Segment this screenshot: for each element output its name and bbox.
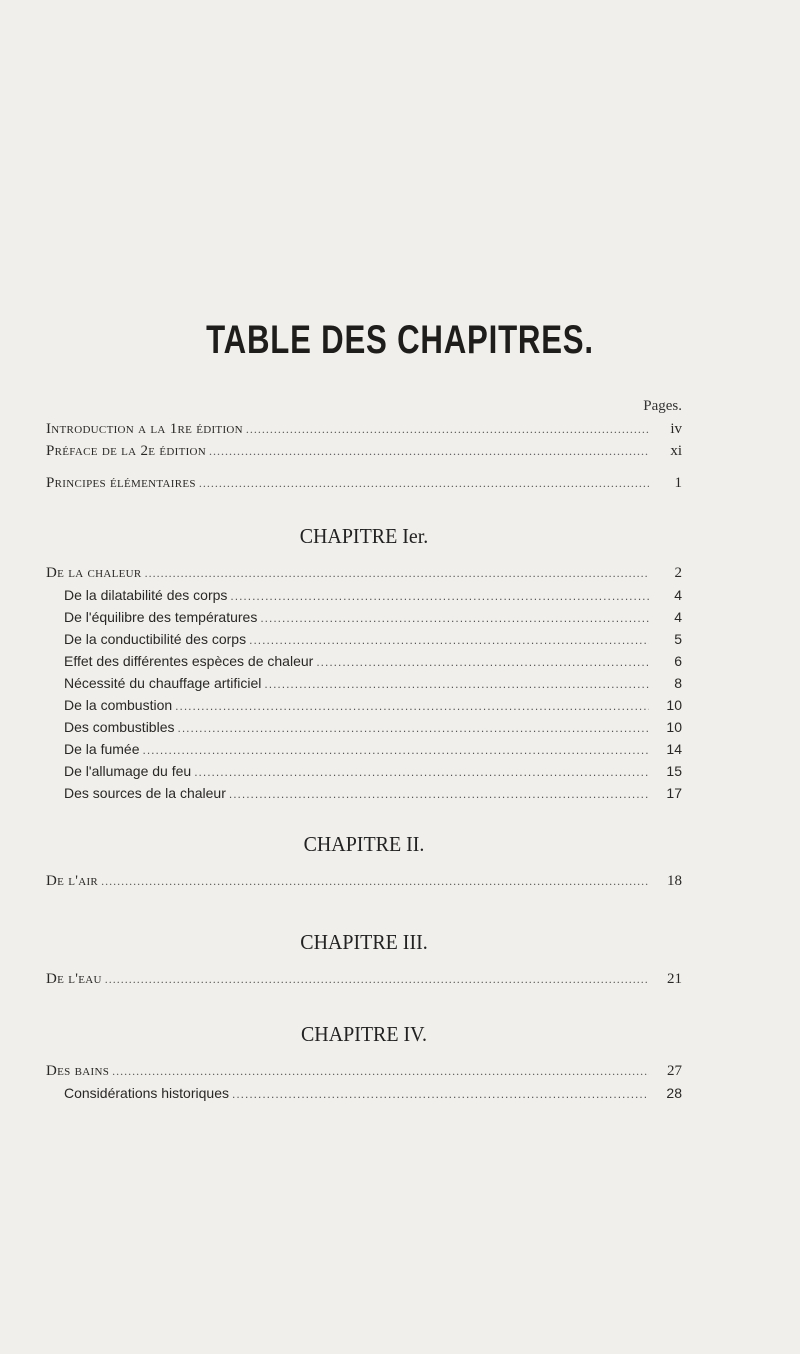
toc-entry-page: 21	[667, 971, 682, 987]
toc-entry-page: 14	[666, 741, 682, 757]
toc-entry-label: De l'allumage du feu	[64, 763, 192, 779]
toc-entry-page: 28	[666, 1085, 682, 1101]
dot-leader	[249, 629, 649, 651]
toc-entry-label: Effet des différentes espèces de chaleur	[64, 653, 314, 669]
dot-leader	[232, 1083, 649, 1105]
toc-entry-page: 8	[674, 675, 682, 691]
toc-entry-label: De la chaleur	[46, 565, 142, 581]
toc-subentry	[46, 650, 682, 672]
toc-subentry	[46, 584, 682, 606]
chapter-heading: CHAPITRE IV.	[301, 1022, 427, 1046]
toc-entry-label: Des bains	[46, 1063, 110, 1079]
toc-entry-label: De la dilatabilité des corps	[64, 587, 228, 603]
dot-leader	[230, 585, 649, 607]
toc-entry-label: Introduction a la 1re édition	[46, 421, 243, 437]
table-of-contents	[46, 418, 682, 1104]
toc-subentry	[46, 672, 682, 694]
dot-leader	[178, 717, 650, 739]
toc-entry-page: 17	[666, 785, 682, 801]
toc-entry-chapter-main	[46, 870, 682, 892]
toc-entry-page: 18	[667, 873, 682, 889]
dot-leader	[246, 418, 649, 440]
toc-entry-page: iv	[670, 421, 682, 437]
toc-entry-label: Nécessité du chauffage artificiel	[64, 675, 262, 691]
dot-leader	[194, 761, 649, 783]
dot-leader	[145, 562, 649, 584]
toc-entry-page: 6	[674, 653, 682, 669]
dot-leader	[229, 783, 649, 805]
toc-entry-label: De la combustion	[64, 697, 173, 713]
pages-column-label: Pages.	[643, 398, 682, 414]
toc-entry-page: 1	[674, 475, 682, 491]
toc-entry-label: De la conductibilité des corps	[64, 631, 247, 647]
chapter-heading: CHAPITRE III.	[300, 930, 428, 954]
toc-entry-page: 4	[674, 587, 682, 603]
toc-entry-label: De l'air	[46, 873, 99, 889]
toc-entry-page: 2	[674, 565, 682, 581]
toc-entry-page: 10	[666, 719, 682, 735]
dot-leader	[101, 870, 649, 892]
dot-leader	[209, 440, 649, 462]
toc-entry-label: Des combustibles	[64, 719, 175, 735]
toc-entry-introduction	[46, 418, 682, 440]
toc-entry-chapter-main	[46, 562, 682, 584]
toc-subentry	[46, 738, 682, 760]
toc-subentry	[46, 760, 682, 782]
toc-entry-page: 27	[667, 1063, 682, 1079]
toc-subentry	[46, 606, 682, 628]
dot-leader	[175, 695, 649, 717]
toc-entry-label: De la fumée	[64, 741, 140, 757]
dot-leader	[112, 1060, 649, 1082]
toc-entry-label: De l'eau	[46, 971, 102, 987]
toc-subentry	[46, 628, 682, 650]
dot-leader	[199, 472, 649, 494]
dot-leader	[142, 739, 649, 761]
toc-entry-page: xi	[670, 443, 682, 459]
dot-leader	[316, 651, 649, 673]
toc-entry-page: 4	[674, 609, 682, 625]
toc-entry-page: 10	[666, 697, 682, 713]
chapter-heading: CHAPITRE Ier.	[299, 524, 429, 548]
toc-subentry	[46, 694, 682, 716]
toc-entry-principes	[46, 472, 682, 494]
page-title: TABLE DES CHAPITRES.	[206, 318, 594, 362]
toc-entry-label: Considérations historiques	[64, 1085, 229, 1101]
dot-leader	[260, 607, 649, 629]
toc-subentry	[46, 716, 682, 738]
dot-leader	[264, 673, 649, 695]
toc-entry-chapter-main	[46, 1060, 682, 1082]
toc-entry-page: 15	[666, 763, 682, 779]
toc-entry-label: Principes élémentaires	[46, 475, 196, 491]
dot-leader	[105, 968, 649, 990]
toc-entry-label: De l'équilibre des températures	[64, 609, 258, 625]
toc-entry-label: Des sources de la chaleur	[64, 785, 226, 801]
toc-subentry	[46, 782, 682, 804]
chapter-heading: CHAPITRE II.	[303, 832, 425, 856]
toc-entry-chapter-main	[46, 968, 682, 990]
toc-entry-page: 5	[674, 631, 682, 647]
toc-entry-preface	[46, 440, 682, 462]
toc-subentry	[46, 1082, 682, 1104]
toc-entry-label: Préface de la 2e édition	[46, 443, 207, 459]
